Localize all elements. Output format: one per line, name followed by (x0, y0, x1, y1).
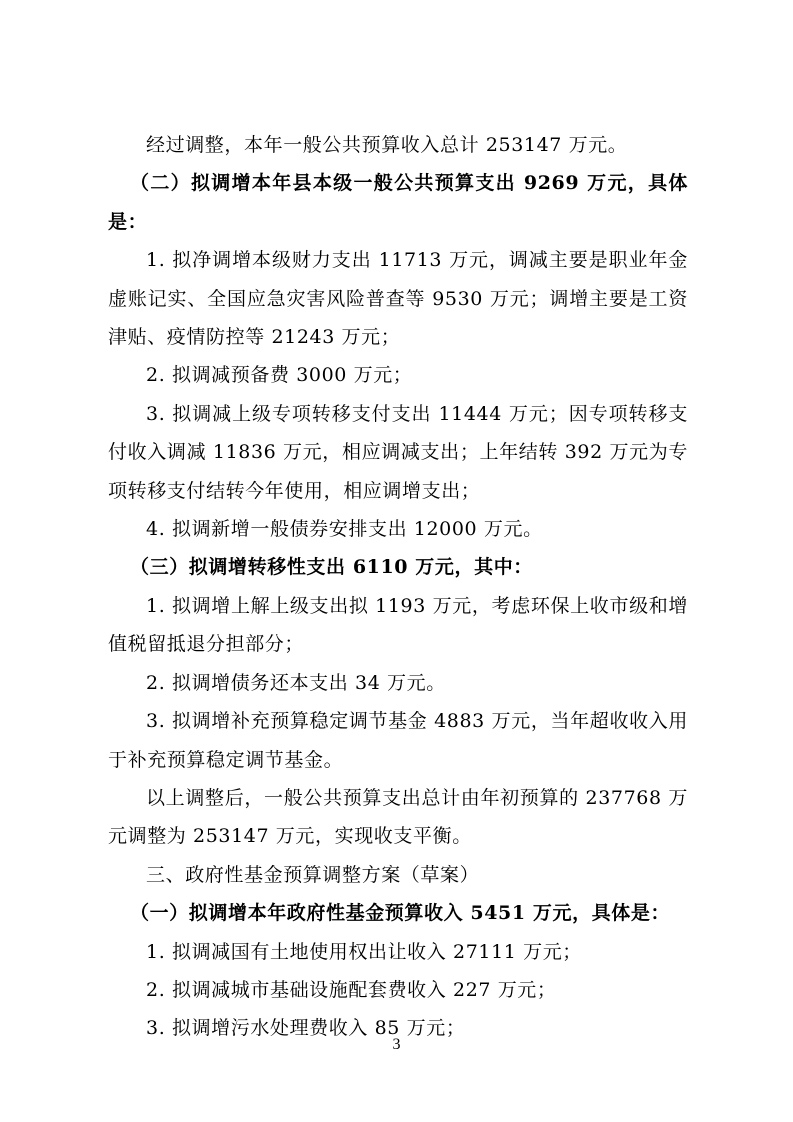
paragraph-transfer-item-3: 3. 拟调增补充预算稳定调节基金 4883 万元，当年超收收入用于补充预算稳定调节基金。 (108, 710, 688, 771)
paragraph-fund-item-3: 3. 拟调增污水处理费收入 85 万元； (146, 1017, 466, 1040)
section-title-fund-budget: 三、政府性基金预算调整方案（草案） (146, 863, 480, 886)
heading-transfer-expenditure: （三）拟调增转移性支出 6110 万元，其中： (130, 556, 533, 579)
paragraph-revenue-total: 经过调整，本年一般公共预算收入总计 253147 万元。 (146, 134, 628, 156)
paragraph-item-2: 2. 拟调减预备费 3000 万元； (146, 364, 413, 387)
heading-expenditure-increase: （二）拟调增本年县本级一般公共预算支出 9269 万元，具体是： (108, 172, 688, 233)
paragraph-balance-summary: 以上调整后，一般公共预算支出总计由年初预算的 237768 万元调整为 253147 万元，实现收支平衡。 (108, 786, 688, 848)
paragraph-transfer-item-2: 2. 拟调增债务还本支出 34 万元。 (146, 671, 446, 694)
paragraph-fund-item-1: 1. 拟调减国有土地使用权出让收入 27111 万元； (146, 940, 582, 963)
paragraph-item-4: 4. 拟调新增一般债券安排支出 12000 万元。 (146, 518, 543, 541)
paragraph-item-1: 1. 拟净调增本级财力支出 11713 万元，调减主要是职业年金虚账记实、全国应急灾害风险普查等 9530 万元；调增主要是工资津贴、疫情防控等 21243 万元； (108, 249, 688, 349)
paragraph-item-3: 3. 拟调减上级专项转移支付支出 11444 万元；因专项转移支付收入调减 11836 万元，相应调减支出；上年结转 392 万元为专项转移支付结转今年使用，相应调增支出； (108, 402, 688, 502)
paragraph-fund-item-2: 2. 拟调减城市基础设施配套费收入 227 万元； (146, 978, 557, 1001)
page-number: 3 (392, 1036, 401, 1053)
body-text (108, 126, 688, 1048)
heading-fund-revenue-increase: （一）拟调增本年政府性基金预算收入 5451 万元，具体是： (130, 902, 671, 925)
paragraph-transfer-item-1: 1. 拟调增上解上级支出拟 1193 万元，考虑环保上收市级和增值税留抵退分担部分； (108, 594, 688, 656)
